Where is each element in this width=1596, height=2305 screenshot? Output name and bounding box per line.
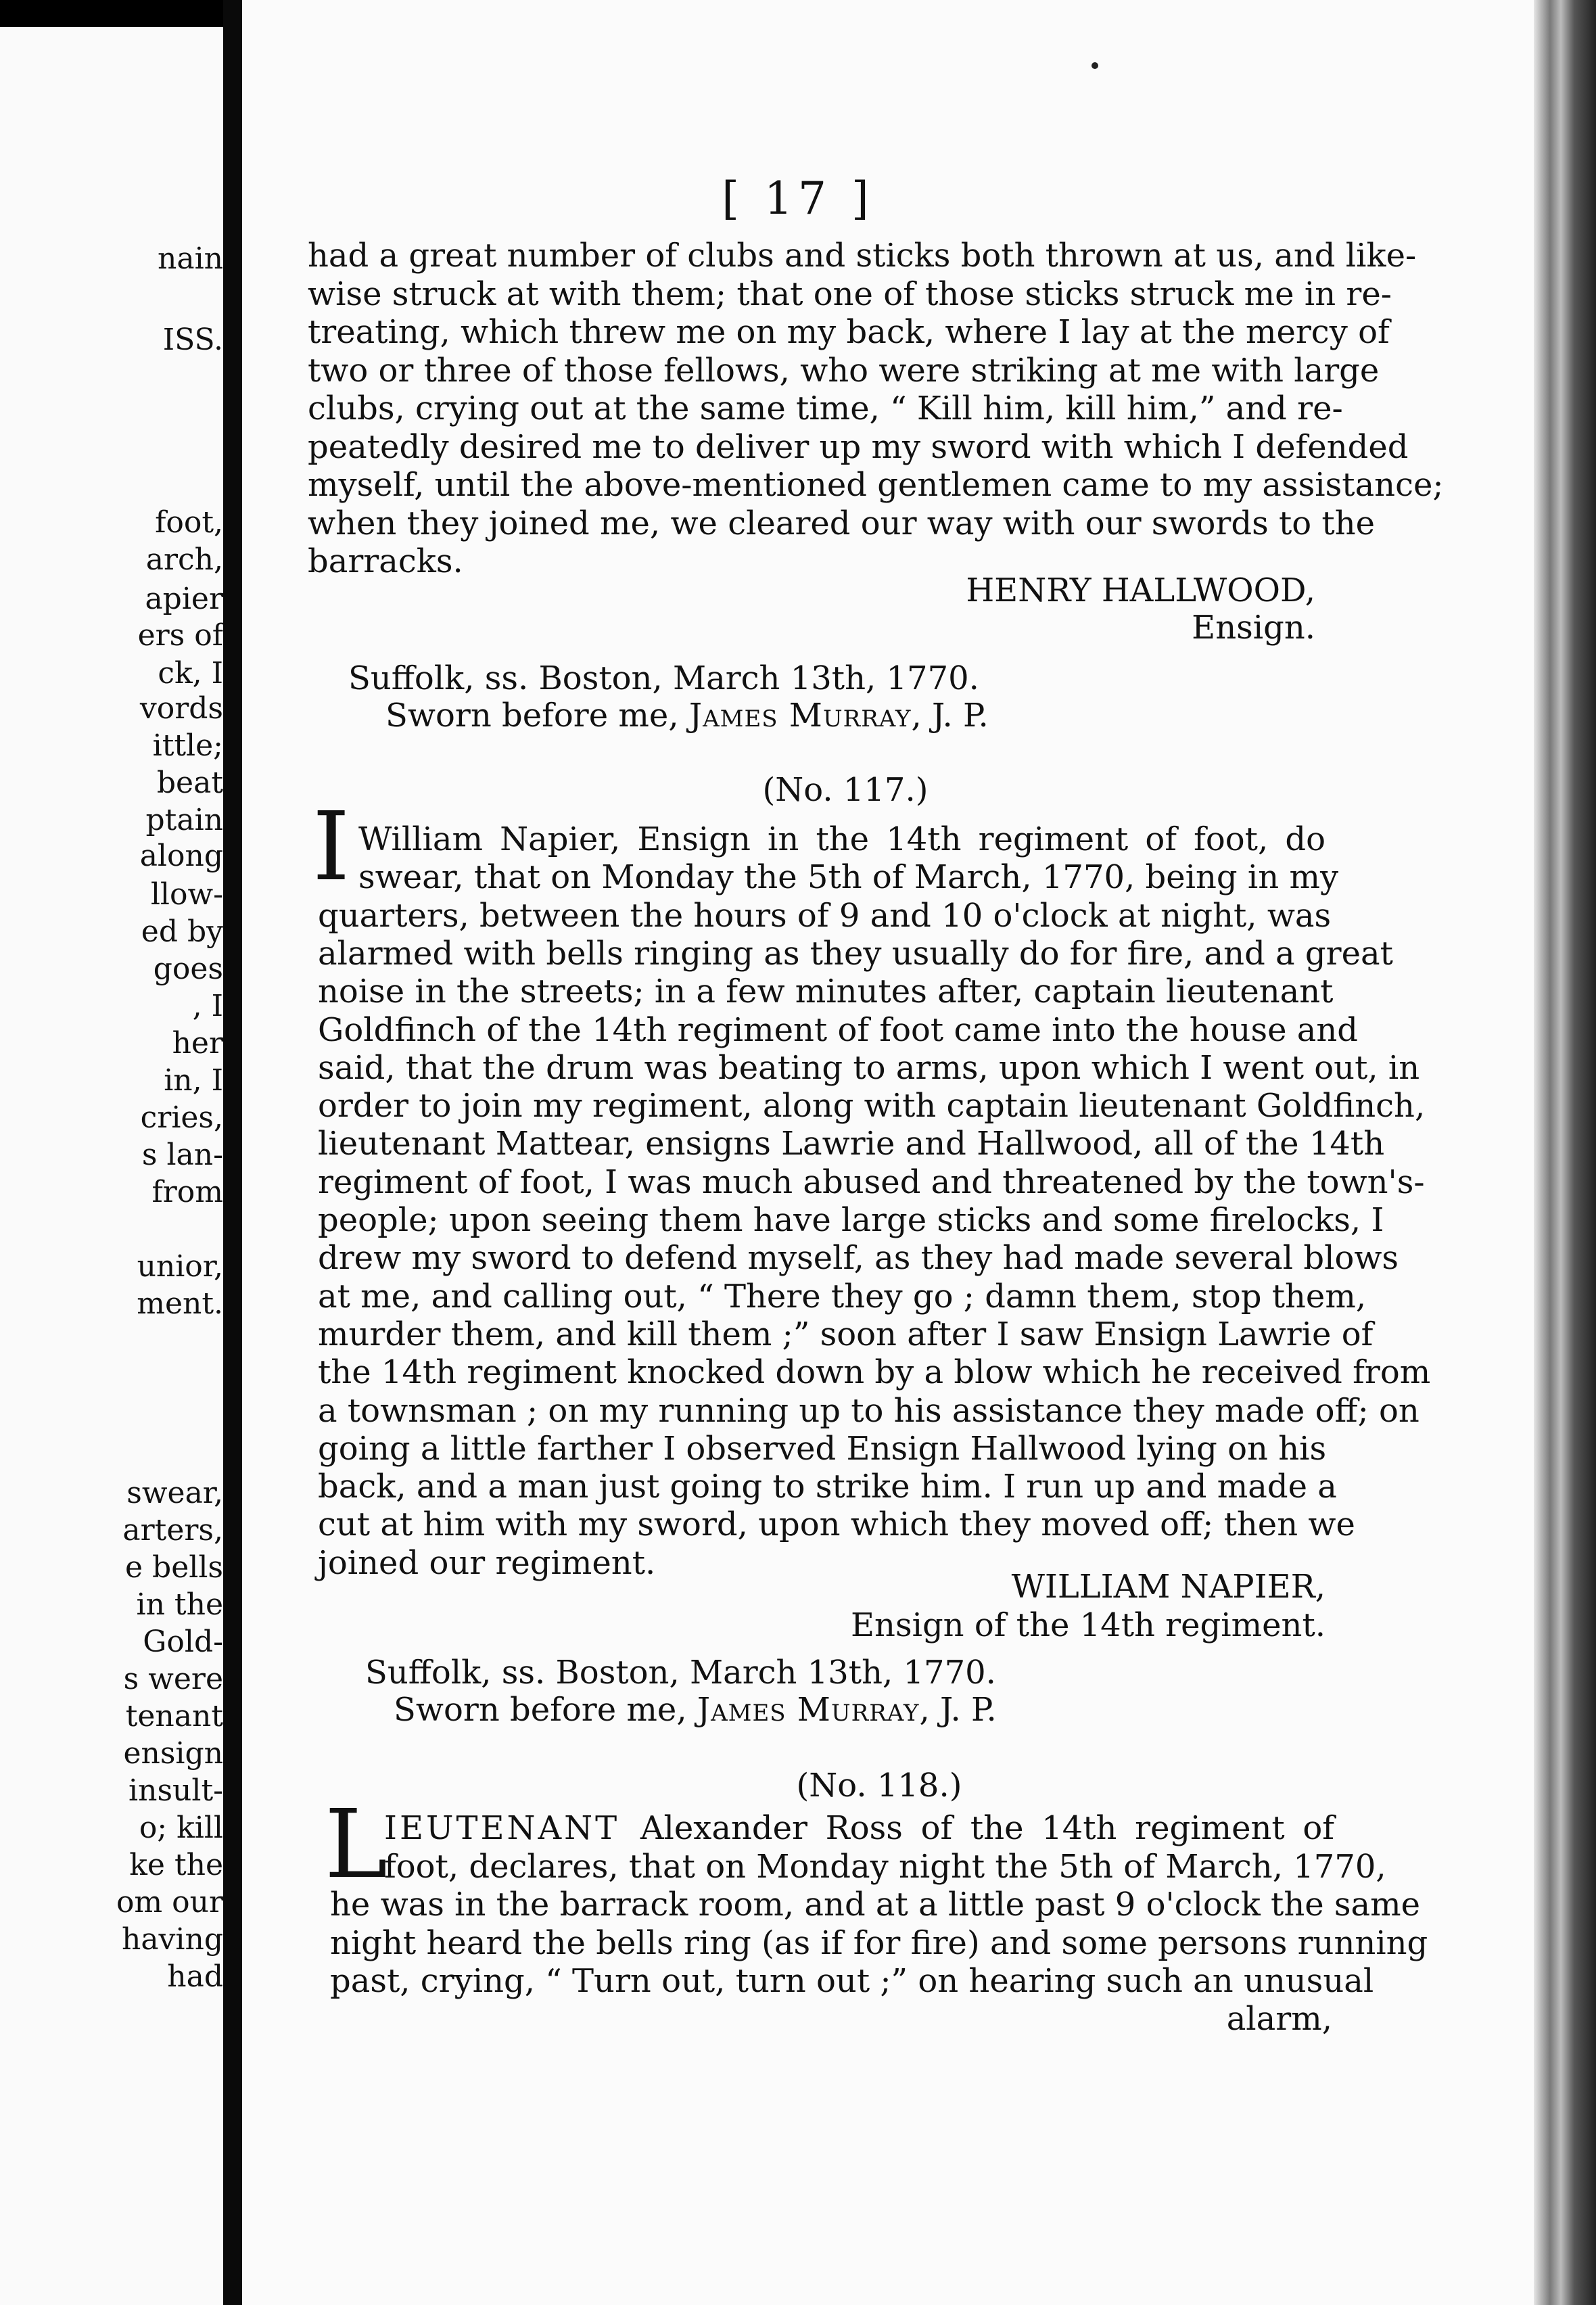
text-line: swear, that on Monday the 5th of March, 1770, being in my <box>358 858 1339 897</box>
text-line: night heard the bells ring (as if for fire) and some persons running <box>330 1924 1428 1962</box>
text-line: clubs, crying out at the same time, “ Kill him, kill him,” and re- <box>308 390 1343 427</box>
text-line: back, and a man just going to strike him. I run up and made a <box>318 1468 1337 1506</box>
justice-name: James Murray <box>688 697 912 735</box>
left-page-line: ensign <box>123 1736 223 1771</box>
left-page-line: e bells <box>125 1550 223 1585</box>
left-facing-page <box>0 27 223 2305</box>
left-page-line: from <box>151 1175 223 1209</box>
text-line: two or three of those fellows, who were striking at me with large <box>308 351 1380 390</box>
left-page-line: s were <box>123 1662 223 1696</box>
left-page-line: ck, I <box>158 656 223 691</box>
left-page-line: apier <box>145 582 223 616</box>
left-page-line: arters, <box>122 1513 223 1547</box>
place-date: Suffolk, ss. Boston, March 13th, 1770. <box>348 659 979 697</box>
text-line: the 14th regiment knocked down by a blow which he received from <box>318 1353 1431 1392</box>
left-page-line: vords <box>139 691 223 726</box>
sworn-line <box>385 697 989 735</box>
justice-name: James Murray <box>697 1691 920 1729</box>
left-page-line: tenant <box>125 1699 223 1733</box>
text-line: barracks. <box>308 542 463 580</box>
text-line: when they joined me, we cleared our way with our swords to the <box>308 504 1376 542</box>
text-line: alarmed with bells ringing as they usually do for fire, and a great <box>318 934 1393 973</box>
text-line: noise in the streets; in a few minutes after, captain lieutenant <box>318 973 1334 1011</box>
left-page-line: swear, <box>126 1476 223 1510</box>
sworn-prefix: Sworn before me, <box>385 697 689 735</box>
left-page-line: ment. <box>137 1286 223 1321</box>
page-number: [ 17 ] <box>722 172 874 225</box>
text-line: treating, which threw me on my back, where I lay at the mercy of <box>308 313 1390 351</box>
page-edge-shadow <box>1534 0 1596 2305</box>
justice-suffix: , J. P. <box>911 697 989 735</box>
text-line: myself, until the above-mentioned gentlemen came to my assistance; <box>308 466 1444 504</box>
left-page-line: ptain <box>145 803 223 837</box>
left-page-line: ers of <box>137 618 223 653</box>
left-page-line: arch, <box>145 542 223 577</box>
text-line: said, that the drum was beating to arms, upon which I went out, in <box>318 1048 1420 1087</box>
text-line: drew my sword to defend myself, as they had made several blows <box>318 1239 1399 1278</box>
left-page-line: in, I <box>164 1063 223 1098</box>
ink-speck <box>1092 62 1098 69</box>
rank: Ensign of the 14th regiment. <box>851 1606 1325 1644</box>
left-page-line: goes <box>153 952 223 986</box>
left-page-line: in the <box>136 1587 223 1622</box>
first-word: IEUTENANT <box>384 1809 640 1847</box>
text-line: cut at him with my sword, upon which they moved off; then we <box>318 1506 1355 1544</box>
drop-cap: L <box>325 1790 388 1900</box>
text-line: had a great number of clubs and sticks both thrown at us, and like- <box>308 237 1417 275</box>
text-line: murder them, and kill them ;” soon after I saw Ensign Lawrie of <box>318 1315 1374 1353</box>
text-line: lieutenant Mattear, ensigns Lawrie and Hallwood, all of the 14th <box>318 1125 1385 1163</box>
text-line <box>384 1809 1334 1847</box>
sworn-line <box>394 1691 997 1729</box>
left-page-line: ke the <box>129 1848 223 1882</box>
left-page-line: along <box>139 839 223 873</box>
text-line: he was in the barrack room, and at a little past 9 o'clock the same <box>330 1886 1421 1924</box>
left-page-line: om our <box>116 1885 223 1919</box>
text-line: order to join my regiment, along with captain lieutenant Goldfinch, <box>318 1087 1426 1125</box>
text-line: regiment of foot, I was much abused and threatened by the town's- <box>318 1163 1425 1201</box>
left-page-line: ed by <box>141 914 223 949</box>
text-line: a townsman ; on my running up to his assistance they made off; on <box>318 1391 1419 1430</box>
catchword: alarm, <box>1226 2000 1332 2038</box>
text-line: at me, and calling out, “ There they go ; damn them, stop them, <box>318 1277 1367 1316</box>
signature: WILLIAM NAPIER, <box>1011 1568 1325 1606</box>
text-line: wise struck at with them; that one of those sticks struck me in re- <box>308 275 1392 313</box>
left-page-line: unior, <box>137 1249 223 1284</box>
place-date: Suffolk, ss. Boston, March 13th, 1770. <box>365 1654 996 1692</box>
text-line: foot, declares, that on Monday night the 5th of March, 1770, <box>384 1847 1386 1886</box>
left-page-line: had <box>167 1959 223 1994</box>
section-heading: (No. 117.) <box>762 771 929 809</box>
signature: HENRY HALLWOOD, <box>966 572 1315 609</box>
text-line: Goldfinch of the 14th regiment of foot came into the house and <box>318 1010 1359 1049</box>
text-line: William Napier, Ensign in the 14th regiment of foot, do <box>358 820 1325 858</box>
left-page-line: s lan- <box>141 1138 223 1172</box>
text-line: joined our regiment. <box>318 1543 656 1582</box>
left-page-line: o; kill <box>139 1811 223 1845</box>
justice-suffix: , J. P. <box>919 1691 997 1729</box>
sworn-prefix: Sworn before me, <box>394 1691 697 1729</box>
drop-cap: I <box>312 792 350 902</box>
left-page-line: nain <box>158 241 223 276</box>
text-line: past, crying, “ Turn out, turn out ;” on hearing such an unusual <box>330 1962 1374 2000</box>
text-line: people; upon seeing them have large sticks and some firelocks, I <box>318 1201 1384 1239</box>
left-page-line: cries, <box>140 1100 223 1135</box>
left-page-line: insult- <box>128 1773 223 1808</box>
left-page-line: ittle; <box>152 728 223 763</box>
book-gutter <box>223 0 242 2305</box>
left-page-line: llow- <box>150 877 223 912</box>
left-page-line: foot, <box>155 505 223 540</box>
left-page-line: , I <box>192 989 223 1023</box>
text-line: going a little farther I observed Ensign Hallwood lying on his <box>318 1429 1327 1468</box>
left-page-line: her <box>172 1026 223 1061</box>
text-line: peatedly desired me to deliver up my sword with which I defended <box>308 427 1409 466</box>
left-page-line: beat <box>156 766 223 800</box>
rank: Ensign. <box>1192 609 1315 647</box>
left-page-line: Gold- <box>143 1625 223 1659</box>
section-heading: (No. 118.) <box>796 1767 962 1805</box>
left-page-line: ISS. <box>162 323 223 357</box>
line-rest: Alexander Ross of the 14th regiment of <box>640 1809 1334 1847</box>
text-line: quarters, between the hours of 9 and 10 o'clock at night, was <box>318 896 1332 935</box>
left-page-line: having <box>121 1922 223 1957</box>
